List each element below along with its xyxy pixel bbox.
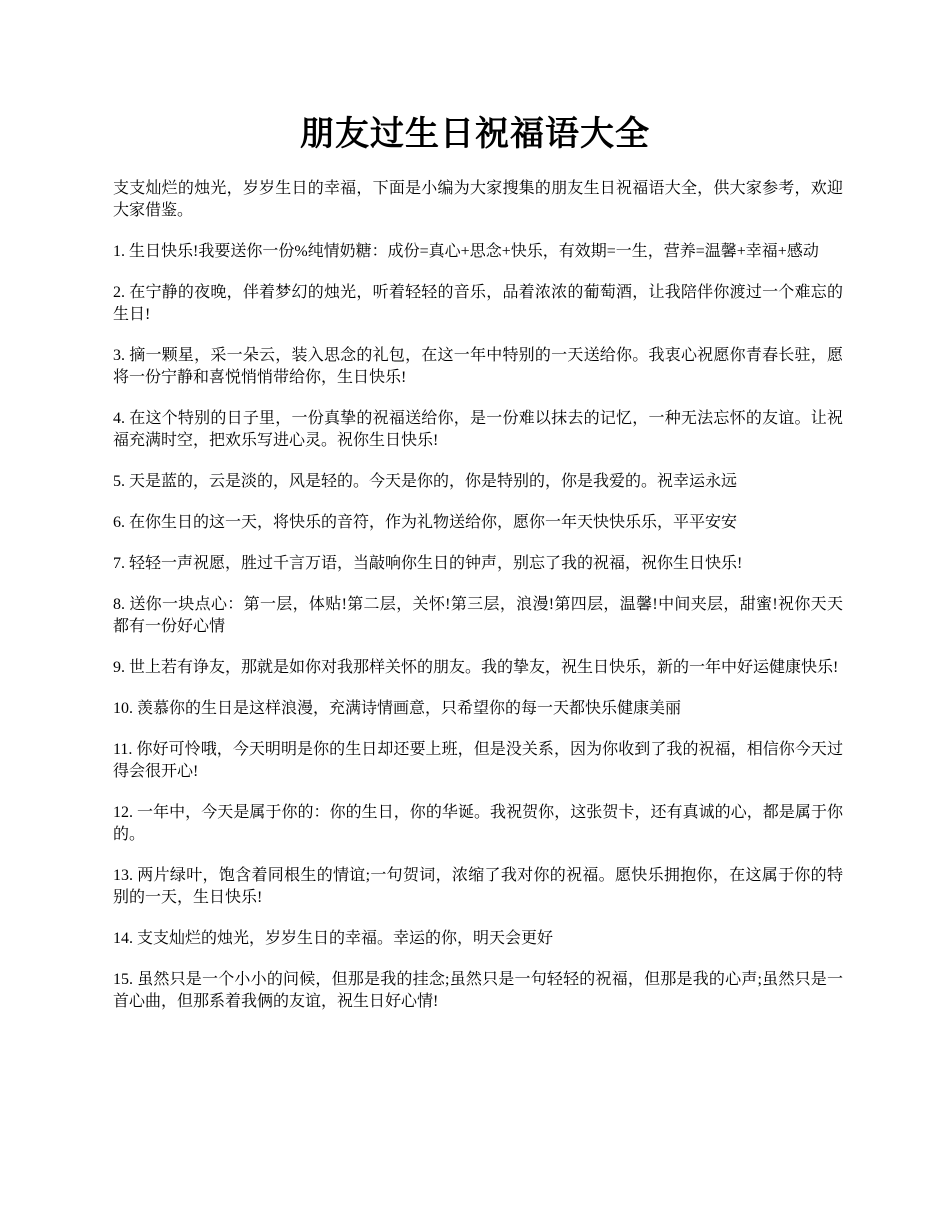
- list-item: [113, 553, 843, 575]
- intro-paragraph: 支支灿烂的烛光，岁岁生日的幸福，下面是小编为大家搜集的朋友生日祝福语大全，供大家参考，欢迎大家借鉴。: [113, 180, 843, 219]
- item-number: 6.: [113, 514, 125, 531]
- item-number: 11.: [113, 741, 133, 758]
- item-number: 2.: [113, 284, 125, 301]
- item-text: 送你一块点心：第一层，体贴!第二层，关怀!第三层，浪漫!第四层，温馨!中间夹层，甜蜜!祝你天天都有一份好心情: [113, 596, 843, 635]
- item-text: 两片绿叶，饱含着同根生的情谊;一句贺词，浓缩了我对你的祝福。愿快乐拥抱你，在这属于你的特别的一天，生日快乐!: [113, 867, 843, 906]
- list-item: [113, 512, 843, 534]
- item-text: 羡慕你的生日是这样浪漫，充满诗情画意，只希望你的每一天都快乐健康美丽: [137, 700, 682, 717]
- item-number: 3.: [113, 347, 125, 364]
- item-text: 一年中，今天是属于你的：你的生日，你的华诞。我祝贺你，这张贺卡，还有真诚的心，都是属于你的。: [113, 804, 843, 843]
- item-text: 在宁静的夜晚，伴着梦幻的烛光，听着轻轻的音乐，品着浓浓的葡萄酒，让我陪伴你渡过一个难忘的生日!: [113, 284, 843, 323]
- list-item: [113, 471, 843, 493]
- item-text: 生日快乐!我要送你一份%纯情奶糖：成份=真心+思念+快乐，有效期=一生，营养=温馨+幸福+感动: [129, 243, 819, 260]
- item-number: 14.: [113, 930, 133, 947]
- item-text: 虽然只是一个小小的问候，但那是我的挂念;虽然只是一句轻轻的祝福，但那是我的心声;虽然只是一首心曲，但那系着我俩的友谊，祝生日好心情!: [113, 971, 843, 1010]
- page-title: 朋友过生日祝福语大全: [300, 116, 650, 153]
- item-text: 轻轻一声祝愿，胜过千言万语，当敲响你生日的钟声，别忘了我的祝福，祝你生日快乐!: [129, 555, 743, 572]
- item-number: 15.: [113, 971, 133, 988]
- item-text: 摘一颗星，采一朵云，装入思念的礼包，在这一年中特别的一天送给你。我衷心祝愿你青春长驻，愿将一份宁静和喜悦悄悄带给你，生日快乐!: [113, 347, 843, 386]
- list-item: [113, 698, 843, 720]
- item-number: 5.: [113, 473, 125, 490]
- item-text: 支支灿烂的烛光，岁岁生日的幸福。幸运的你，明天会更好: [137, 930, 554, 947]
- document-body: [113, 178, 843, 1032]
- item-number: 4.: [113, 410, 125, 427]
- item-number: 8.: [113, 596, 125, 613]
- list-item: [113, 241, 843, 263]
- item-number: 13.: [113, 867, 133, 884]
- item-text: 在这个特别的日子里，一份真挚的祝福送给你，是一份难以抹去的记忆，一种无法忘怀的友谊。让祝福充满时空，把欢乐写进心灵。祝你生日快乐!: [113, 410, 843, 449]
- list-item: [113, 594, 843, 638]
- list-item: [113, 802, 843, 846]
- item-number: 12.: [113, 804, 133, 821]
- list-item: [113, 282, 843, 326]
- item-number: 7.: [113, 555, 125, 572]
- item-number: 10.: [113, 700, 133, 717]
- item-text: 在你生日的这一天，将快乐的音符，作为礼物送给你，愿你一年天快快乐乐，平平安安: [129, 514, 738, 531]
- list-item: [113, 345, 843, 389]
- list-item: [113, 928, 843, 950]
- list-item: [113, 739, 843, 783]
- item-number: 9.: [113, 659, 125, 676]
- list-item: [113, 969, 843, 1013]
- list-item: [113, 865, 843, 909]
- list-item: [113, 408, 843, 452]
- list-item: [113, 657, 843, 679]
- item-text: 天是蓝的，云是淡的，风是轻的。今天是你的，你是特别的，你是我爱的。祝幸运永远: [129, 473, 738, 490]
- item-text: 世上若有诤友，那就是如你对我那样关怀的朋友。我的挚友，祝生日快乐，新的一年中好运健康快乐!: [129, 659, 839, 676]
- item-text: 你好可怜哦，今天明明是你的生日却还要上班，但是没关系，因为你收到了我的祝福，相信你今天过得会很开心!: [113, 741, 843, 780]
- item-number: 1.: [113, 243, 125, 260]
